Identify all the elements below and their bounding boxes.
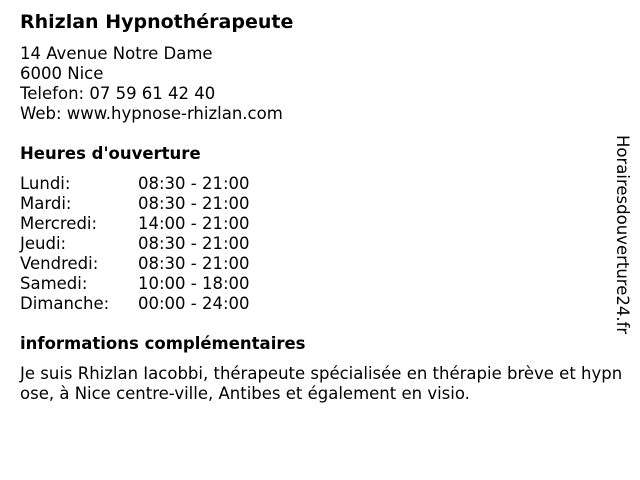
hours-row-monday (20, 174, 250, 194)
hours-row-saturday (20, 274, 250, 294)
hours-time: 14:00 - 21:00 (138, 214, 250, 233)
opening-hours-heading: Heures d'ouverture (20, 144, 201, 163)
opening-hours-table (20, 174, 250, 314)
hours-day: Mardi: (20, 194, 72, 213)
additional-info-heading: informations complémentaires (20, 334, 306, 353)
hours-row-thursday (20, 234, 250, 254)
hours-day: Vendredi: (20, 254, 99, 273)
hours-time: 10:00 - 18:00 (138, 274, 250, 293)
hours-time: 08:30 - 21:00 (138, 234, 250, 253)
hours-day: Lundi: (20, 174, 71, 193)
address-line-street: 14 Avenue Notre Dame (20, 44, 213, 63)
website: Web: www.hypnose-rhizlan.com (20, 104, 283, 123)
hours-day: Mercredi: (20, 214, 98, 233)
hours-time: 08:30 - 21:00 (138, 174, 250, 193)
hours-row-sunday (20, 294, 250, 314)
business-name: Rhizlan Hypnothérapeute (20, 11, 294, 33)
hours-time: 08:30 - 21:00 (138, 254, 250, 273)
hours-day: Samedi: (20, 274, 88, 293)
business-contact-block (20, 44, 283, 124)
hours-day: Jeudi: (20, 234, 67, 253)
hours-time: 00:00 - 24:00 (138, 294, 250, 313)
hours-row-tuesday (20, 194, 250, 214)
additional-info-text: Je suis Rhizlan Iacobbi, thérapeute spécialisée en thérapie brève et hypnose, à Nice centre-ville, Antibes et également en visio. (20, 364, 623, 403)
phone-number: Telefon: 07 59 61 42 40 (20, 84, 216, 103)
brand-watermark-text: Horairesdouverture24.fr (613, 135, 632, 335)
hours-row-friday (20, 254, 250, 274)
hours-day: Dimanche: (20, 294, 110, 313)
hours-row-wednesday (20, 214, 250, 234)
address-line-city: 6000 Nice (20, 64, 104, 83)
hours-time: 08:30 - 21:00 (138, 194, 250, 213)
